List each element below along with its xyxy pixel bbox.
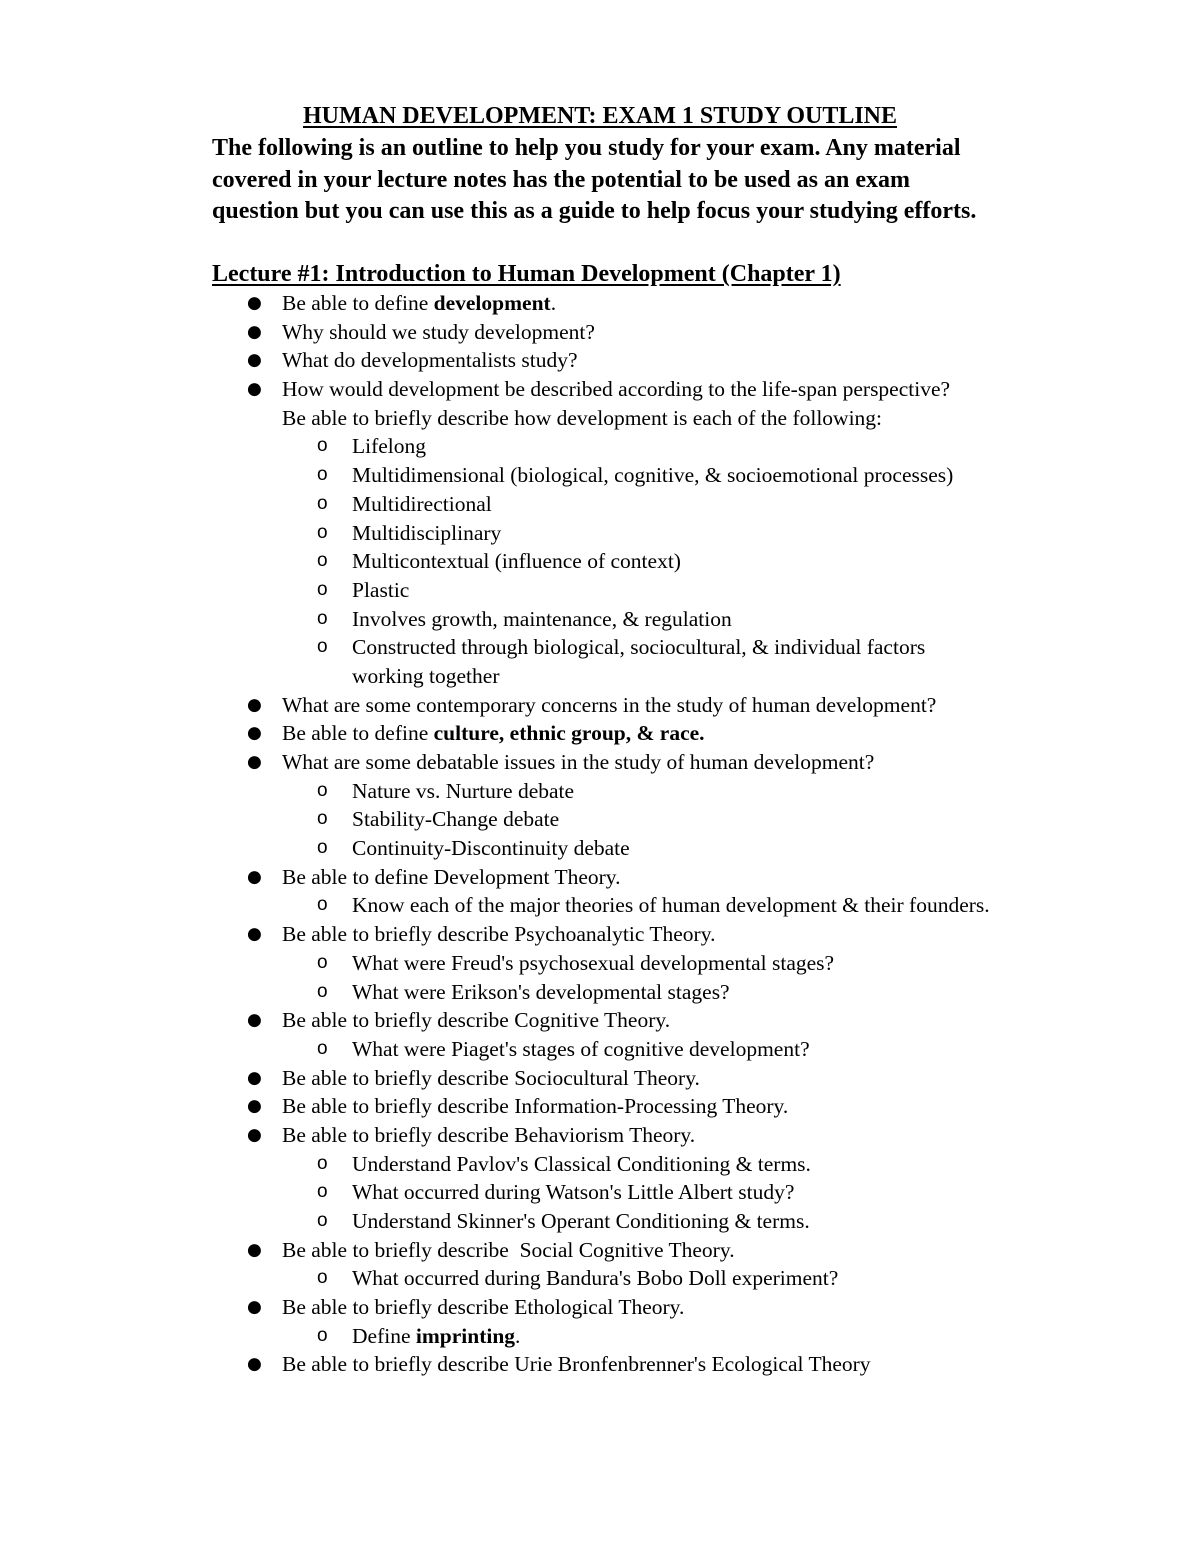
outline-subitem [0, 1178, 1200, 1207]
outline-item [0, 1092, 1200, 1121]
outline-subitem [0, 777, 1200, 806]
bullet-icon: ● [247, 866, 262, 887]
item-text: What are some contemporary concerns in the study of human development? [282, 692, 937, 717]
outline-item-continuation [0, 404, 1200, 433]
bullet-icon: ● [247, 1124, 262, 1145]
bullet-icon: ● [247, 924, 262, 945]
intro-paragraph [212, 133, 1072, 228]
outline-subitem [0, 891, 1200, 920]
subitem-text: Plastic [352, 577, 410, 602]
sub-bullet-icon: o [317, 1037, 328, 1059]
outline-subitem [0, 633, 1200, 690]
outline-subitem [0, 949, 1200, 978]
subitem-text: Lifelong [352, 434, 427, 459]
outline-subitem [0, 1035, 1200, 1064]
term-development: development [433, 291, 551, 315]
outline-item [0, 691, 1200, 720]
outline-subitem [0, 605, 1200, 634]
subitem-text: What were Piaget's stages of cognitive development? [352, 1036, 810, 1061]
bullet-icon: ● [247, 1239, 262, 1260]
outline-subitem [0, 1207, 1200, 1236]
item-text: What do developmentalists study? [282, 348, 578, 373]
outline-subitem [0, 576, 1200, 605]
outline-item [0, 1064, 1200, 1093]
subitem-text: Define [352, 1323, 416, 1348]
outline-subitem [0, 490, 1200, 519]
outline-item [0, 719, 1200, 748]
item-text: Be able to briefly describe Cognitive Theory. [282, 1008, 671, 1033]
sub-bullet-icon: o [317, 951, 328, 973]
subitem-text: Understand Skinner's Operant Conditioning & terms. [352, 1209, 810, 1234]
sub-bullet-icon: o [317, 779, 328, 801]
outline-subitem [0, 805, 1200, 834]
subitem-text: Multidisciplinary [352, 520, 502, 545]
sub-bullet-icon: o [317, 980, 328, 1002]
sub-bullet-icon: o [317, 550, 328, 572]
subitem-text: working together [352, 663, 500, 688]
intro-line: covered in your lecture notes has the potential to be used as an exam [212, 166, 910, 193]
bullet-icon: ● [247, 321, 262, 342]
sub-bullet-icon: o [317, 894, 328, 916]
term-imprinting: imprinting [415, 1323, 516, 1348]
outline-item [0, 375, 1200, 404]
subitem-text: Multicontextual (influence of context) [352, 549, 681, 574]
subitem-text: What were Freud's psychosexual developmental stages? [352, 950, 835, 975]
item-text: Be able to define [282, 291, 434, 315]
outline-subitem [0, 519, 1200, 548]
sub-bullet-icon: o [317, 1181, 328, 1203]
outline-subitem [0, 978, 1200, 1007]
subitem-text: What occurred during Bandura's Bobo Doll experiment? [352, 1266, 839, 1291]
bullet-icon: ● [247, 293, 262, 313]
bullet-icon: ● [247, 1354, 262, 1375]
item-text: Be able to briefly describe Information-Processing Theory. [282, 1094, 789, 1119]
item-text: How would development be described according to the life-span perspective? [282, 377, 951, 402]
outline-item [0, 1350, 1200, 1379]
outline-item [0, 748, 1200, 777]
item-text: Be able to briefly describe Ethological Theory. [282, 1295, 685, 1320]
bullet-icon: ● [247, 1297, 262, 1318]
item-text: Why should we study development? [282, 319, 595, 344]
outline-subitem: o Define imprinting. [0, 1322, 1200, 1351]
item-text: Be able to briefly describe how development is each of the following: [282, 405, 883, 430]
outline-item [0, 1293, 1200, 1322]
outline-subitem [0, 432, 1200, 461]
sub-bullet-icon: o [317, 464, 328, 486]
item-text: Be able to briefly describe Behaviorism Theory. [282, 1122, 696, 1147]
bullet-icon: ● [247, 1067, 262, 1088]
sub-bullet-icon: o [317, 492, 328, 514]
outline-item [0, 318, 1200, 347]
subitem-text: Understand Pavlov's Classical Conditioning & terms. [352, 1151, 811, 1176]
outline-subitem [0, 547, 1200, 576]
outline-item [0, 863, 1200, 892]
bullet-icon: ● [247, 752, 262, 773]
item-text: Be able to briefly describe Psychoanalytic Theory. [282, 922, 716, 947]
sub-bullet-icon: o [317, 1324, 328, 1346]
outline-item [0, 1121, 1200, 1150]
subitem-text: What were Erikson's developmental stages? [352, 979, 730, 1004]
sub-bullet-icon: o [317, 435, 328, 457]
sub-bullet-icon: o [317, 837, 328, 859]
outline-subitem [0, 1150, 1200, 1179]
sub-bullet-icon: o [317, 1210, 328, 1232]
outline-subitem [0, 1264, 1200, 1293]
subitem-text: Multidirectional [352, 491, 492, 516]
section-heading: Lecture #1: Introduction to Human Development (Chapter 1) [212, 261, 841, 287]
bullet-icon: ● [247, 723, 262, 744]
subitem-text: Know each of the major theories of human development & their founders. [352, 893, 990, 918]
bullet-icon: ● [247, 694, 262, 715]
item-text: Be able to briefly describe Sociocultural Theory. [282, 1065, 700, 1090]
sub-bullet-icon: o [317, 578, 328, 600]
outline-subitem [0, 461, 1200, 490]
term-culture: culture, ethnic group, & race. [433, 721, 705, 746]
outline-item [0, 1236, 1200, 1265]
subitem-text: Stability-Change debate [352, 807, 560, 832]
subitem-text: Involves growth, maintenance, & regulation [352, 606, 732, 631]
study-outline [0, 289, 1200, 1379]
item-text: Be able to define [282, 721, 434, 746]
item-text: Be able to define Development Theory. [282, 864, 621, 889]
outline-item [0, 1006, 1200, 1035]
outline-item [0, 920, 1200, 949]
bullet-icon: ● [247, 1096, 262, 1117]
bullet-icon: ● [247, 350, 262, 371]
subitem-text: Continuity-Discontinuity debate [352, 836, 630, 861]
outline-subitem [0, 834, 1200, 863]
intro-line: The following is an outline to help you study for your exam. Any material [212, 135, 961, 161]
subitem-text: What occurred during Watson's Little Albert study? [352, 1180, 795, 1205]
item-text: Be able to briefly describe Social Cognitive Theory. [282, 1237, 735, 1262]
sub-bullet-icon: o [317, 808, 328, 830]
document-title: HUMAN DEVELOPMENT: EXAM 1 STUDY OUTLINE [302, 103, 898, 129]
subitem-text: Constructed through biological, sociocultural, & individual factors [352, 635, 926, 660]
sub-bullet-icon: o [317, 636, 328, 658]
bullet-icon: ● [247, 1010, 262, 1031]
item-text: What are some debatable issues in the study of human development? [282, 750, 875, 775]
sub-bullet-icon: o [317, 1152, 328, 1174]
sub-bullet-icon: o [317, 521, 328, 543]
subitem-text: Nature vs. Nurture debate [352, 778, 575, 803]
sub-bullet-icon: o [317, 1267, 328, 1289]
intro-line: question but you can use this as a guide to help focus your studying efforts. [212, 198, 977, 224]
item-text: Be able to briefly describe Urie Bronfenbrenner's Ecological Theory [282, 1352, 871, 1377]
sub-bullet-icon: o [317, 607, 328, 629]
bullet-icon: ● [247, 379, 262, 400]
outline-item [0, 346, 1200, 375]
outline-item: ● Be able to define development. [0, 289, 1200, 318]
subitem-text: Multidimensional (biological, cognitive, & socioemotional processes) [352, 463, 954, 488]
